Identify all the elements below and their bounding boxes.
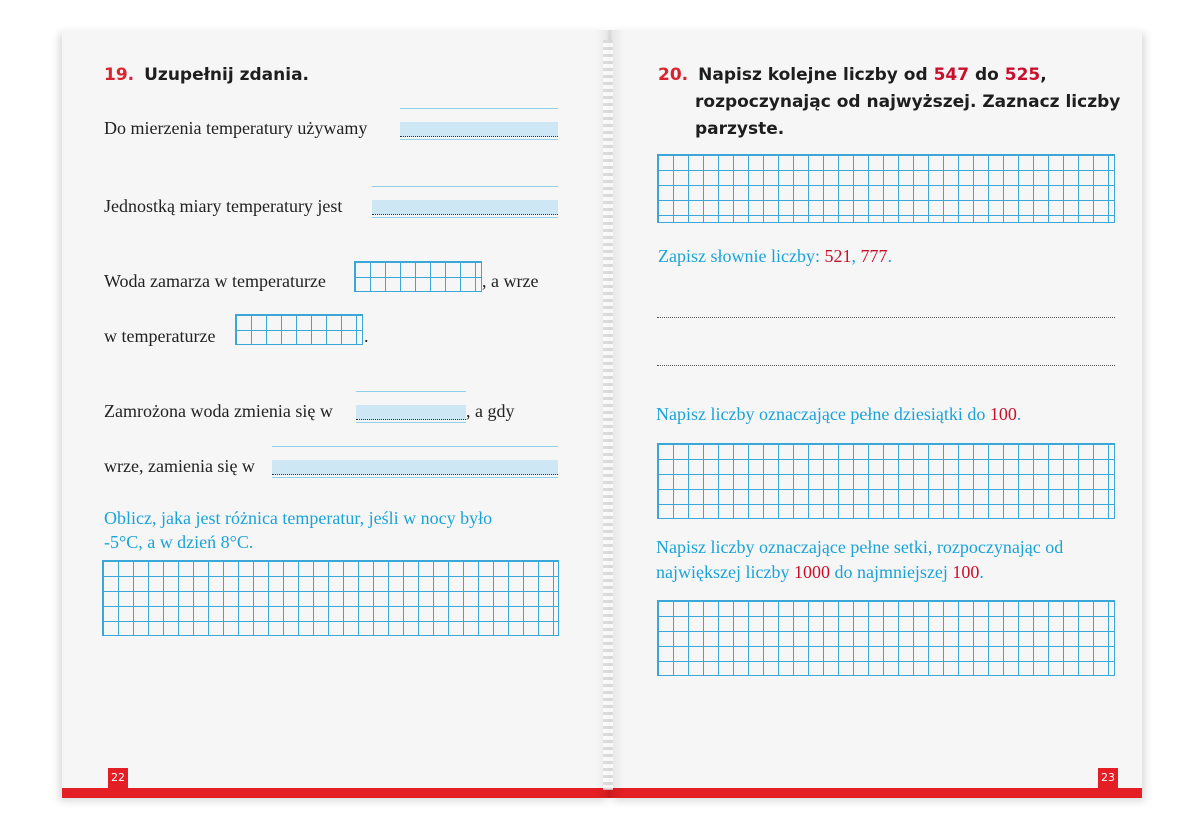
sentence-unit: Jednostką miary temperatury jest bbox=[104, 196, 343, 216]
answer-field-frozen-water[interactable] bbox=[356, 389, 466, 423]
temperature-difference-task-line2: -5°C, a w dzień 8°C. bbox=[104, 532, 254, 552]
words-task-end: . bbox=[887, 246, 892, 266]
exercise-20-number: 20. bbox=[658, 65, 689, 85]
exercise-20-line1 bbox=[658, 62, 1120, 89]
sentence-steam: wrze, zamienia się w bbox=[104, 456, 255, 476]
sentence-freezing: Woda zamarza w temperaturze bbox=[104, 271, 326, 291]
words-task-number-1: 521 bbox=[824, 246, 852, 266]
exercise-20-text-b: do bbox=[969, 65, 1005, 85]
exercise-20-from-number: 547 bbox=[933, 65, 970, 85]
tens-task-number: 100 bbox=[989, 404, 1017, 424]
words-task-sep: , bbox=[851, 246, 861, 266]
temperature-difference-grid[interactable] bbox=[102, 560, 559, 636]
hundreds-task-number-2: 100 bbox=[952, 562, 980, 582]
hundreds-task-line1: Napisz liczby oznaczające pełne setki, rozpoczynając od bbox=[656, 537, 1064, 557]
exercise-20-to-number: 525 bbox=[1004, 65, 1041, 85]
binding-stitches bbox=[603, 40, 613, 790]
freezing-temperature-grid[interactable] bbox=[354, 261, 482, 292]
right-page-red-edge bbox=[610, 788, 1142, 798]
tens-task bbox=[656, 404, 1021, 425]
left-page-red-edge bbox=[62, 788, 610, 798]
words-task-text: Zapisz słownie liczby: bbox=[658, 246, 825, 266]
sentence-frozen-water: Zamrożona woda zmienia się w bbox=[104, 401, 333, 421]
exercise-20-text-c: , bbox=[1040, 65, 1047, 85]
words-answer-line-1[interactable] bbox=[657, 317, 1115, 318]
answer-field-unit[interactable] bbox=[372, 184, 558, 218]
tens-task-end: . bbox=[1016, 404, 1022, 424]
boiling-temperature-grid[interactable] bbox=[235, 314, 363, 345]
exercise-20-text-a: Napisz kolejne liczby od bbox=[698, 65, 934, 85]
sentence-boiling-connector: , a wrze bbox=[482, 271, 539, 291]
words-task bbox=[658, 246, 892, 267]
right-page bbox=[610, 30, 1142, 798]
sentence-boiling-end: . bbox=[364, 326, 369, 346]
hundreds-task-text-a: największej liczby bbox=[656, 562, 794, 582]
sentence-thermometer: Do mierzenia temperatury używamy bbox=[104, 118, 368, 138]
tens-grid[interactable] bbox=[657, 443, 1115, 519]
words-answer-line-2[interactable] bbox=[657, 365, 1115, 366]
exercise-20-line2: rozpoczynając od najwyższej. Zaznacz liczby bbox=[695, 92, 1121, 112]
tens-task-text: Napisz liczby oznaczające pełne dziesiątki do bbox=[656, 404, 990, 424]
sentence-boiling: w temperaturze bbox=[104, 326, 216, 346]
right-page-number: 23 bbox=[1098, 768, 1118, 788]
left-page bbox=[62, 30, 610, 798]
counting-down-grid[interactable] bbox=[657, 154, 1115, 223]
temperature-difference-task-line1: Oblicz, jaka jest różnica temperatur, jeśli w nocy było bbox=[104, 508, 493, 528]
hundreds-task-line2 bbox=[656, 562, 984, 583]
words-task-number-2: 777 bbox=[860, 246, 888, 266]
exercise-19-number: 19. bbox=[104, 65, 135, 85]
hundreds-grid[interactable] bbox=[657, 600, 1115, 676]
hundreds-task-end: . bbox=[979, 562, 984, 582]
answer-field-steam[interactable] bbox=[272, 444, 558, 478]
hundreds-task-number-1: 1000 bbox=[793, 562, 830, 582]
exercise-20-line3: parzyste. bbox=[695, 119, 785, 139]
exercise-19-title: Uzupełnij zdania. bbox=[144, 65, 310, 85]
open-workbook bbox=[50, 30, 1152, 808]
exercise-19-heading bbox=[104, 62, 309, 89]
sentence-frozen-water-connector: , a gdy bbox=[466, 401, 515, 421]
exercise-20-heading bbox=[658, 62, 1120, 143]
left-page-number: 22 bbox=[108, 768, 128, 788]
answer-field-thermometer[interactable] bbox=[400, 106, 558, 140]
hundreds-task-text-b: do najmniejszej bbox=[829, 562, 953, 582]
